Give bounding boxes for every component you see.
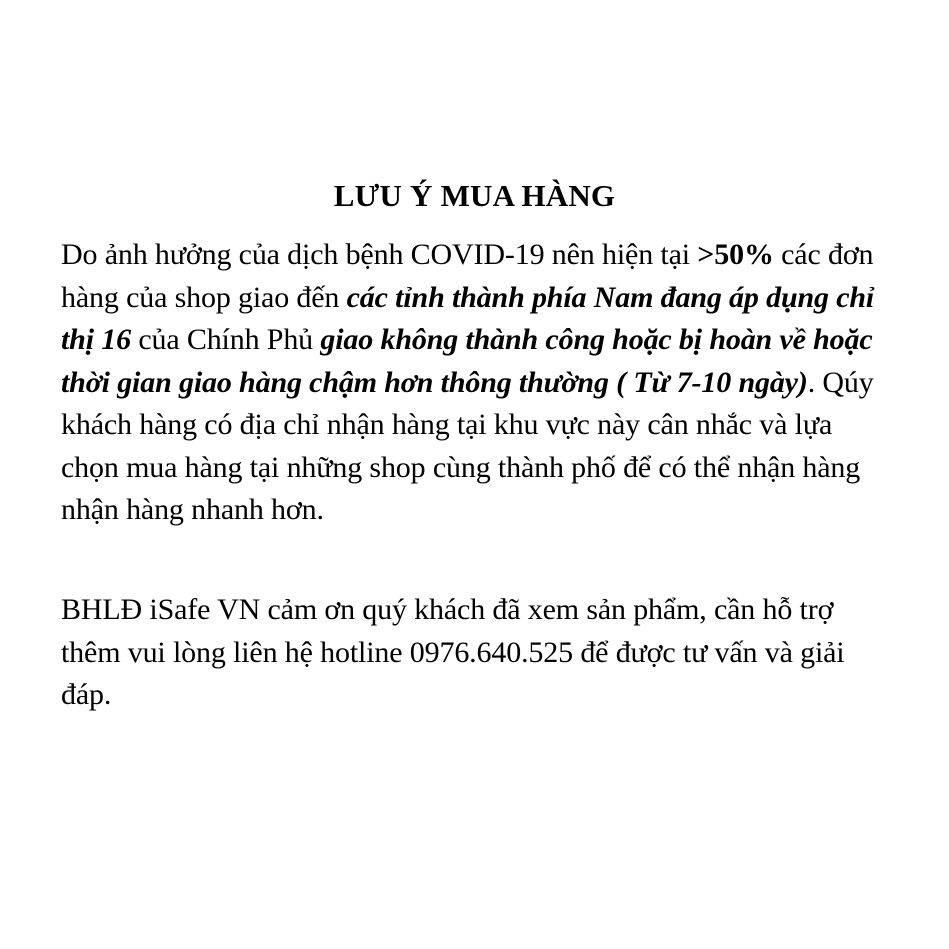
delay-highlight: giao không thành công hoặc bị hoàn về hoặc thời gian giao hàng chậm hơn thông thường ( Từ 7-10 ngày) [61,323,873,399]
delivery-intro-text: Do ảnh hưởng của dịch bệnh COVID-19 nên hiện tại [61,238,698,271]
advice-text: . Qúy khách hàng có địa chỉ nhận hàng tại khu vực này cân nhắc và lựa chọn mua hàng tại những shop cùng thành phố để có thể nhận hàng nhận hàng nhanh hơn. [61,365,874,526]
orders-text: các đơn hàng của shop giao đến [61,238,874,314]
notice-paragraph-thanks: BHLĐ iSafe VN cảm ơn quý khách đã xem sản phẩm, cần hỗ trợ thêm vui lòng liên hệ hotline 0976.640.525 để được tư vấn và giải đáp. [61,593,845,711]
notice-title: LƯU Ý MUA HÀNG [333,178,616,213]
percentage-highlight: >50% [697,238,774,271]
notice-paragraph-delivery [61,234,891,532]
region-highlight: các tỉnh thành phía Nam đang áp dụng chỉ thị 16 [61,280,875,356]
government-text: của Chính Phủ [130,323,321,356]
